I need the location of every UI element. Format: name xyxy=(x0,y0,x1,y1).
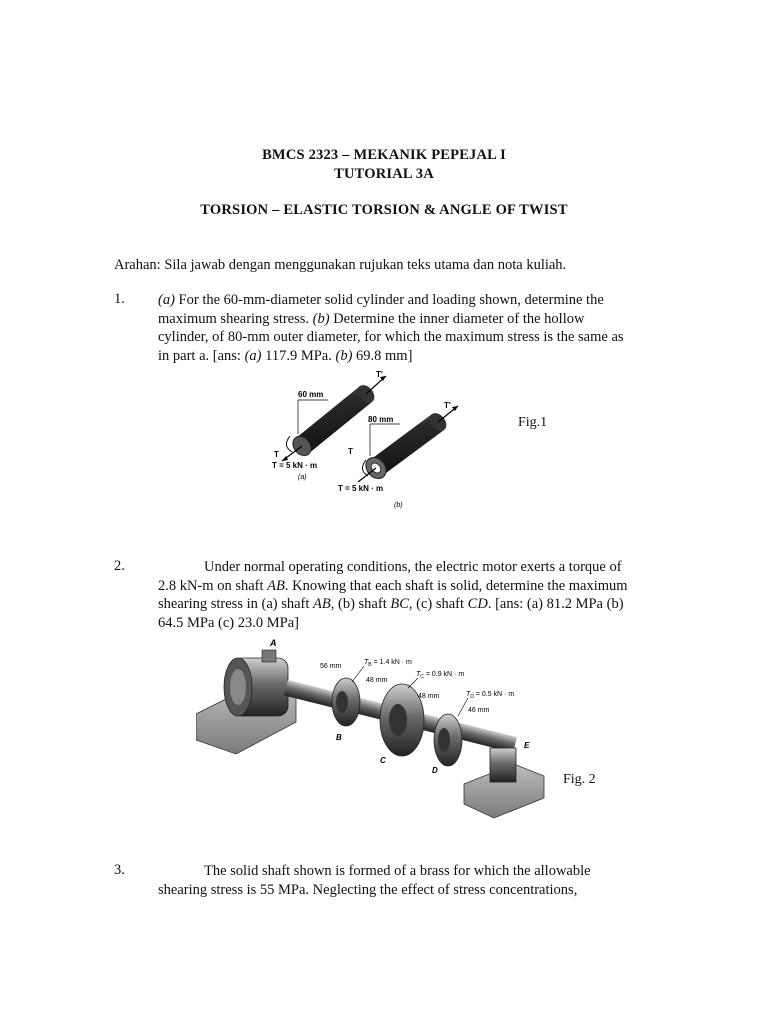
fig2-label-A: A xyxy=(270,638,277,648)
fig2-torque-TB: $T_B = 1.4$ kN · m xyxy=(364,659,412,668)
figure-1-cylinders xyxy=(268,366,468,514)
fig2-dim-48a: 48 mm xyxy=(366,677,388,684)
fig1-dim-80: 80 mm xyxy=(368,415,394,424)
fig2-label-D: D xyxy=(432,766,438,775)
question-3-number: 3. xyxy=(114,862,125,878)
fig2-dim-48b: 48 mm xyxy=(418,693,440,700)
topic-title: TORSION – ELASTIC TORSION & ANGLE OF TWIST xyxy=(200,202,568,218)
fig1-label-a: (a) xyxy=(298,474,307,481)
tutorial-title: TUTORIAL 3A xyxy=(334,166,434,182)
question-1-text: (a) For the 60-mm-diameter solid cylinder and loading shown, determine the maximum shearing stress. (b) Determine the inner diameter of the hollow cylinder, of 80-mm outer diameter, for which the maximum stress is the same as in part a. [ans: (a) 117.9 MPa. (b) 69.8 mm] xyxy=(158,292,624,364)
figure-1-label: Fig.1 xyxy=(518,415,548,430)
fig2-dim-56: 56 mm xyxy=(320,663,342,670)
question-3-text: The solid shaft shown is formed of a brass for which the allowable shearing stress is 55 MPa. Neglecting the effect of stress concentrations, xyxy=(158,863,591,898)
fig2-label-C: C xyxy=(380,756,386,765)
instruction-text: Arahan: Sila jawab dengan menggunakan rujukan teks utama dan nota kuliah. xyxy=(114,257,567,273)
figure-2-motor-shaft xyxy=(196,636,546,826)
fig2-label-E: E xyxy=(524,741,530,750)
question-2-number: 2. xyxy=(114,558,125,574)
fig2-torque-TD: $T_D = 0.5$ kN · m xyxy=(466,691,515,700)
figure-2-label: Fig. 2 xyxy=(563,772,596,787)
fig1-torque-prime-a: T' xyxy=(376,370,383,379)
q1-part-b-marker: (b) xyxy=(312,310,330,327)
fig1-dim-60: 60 mm xyxy=(298,390,324,399)
fig1-torque-b: T = 5 kN · m xyxy=(338,484,384,493)
fig2-torque-TC: $T_C = 0.9$ kN · m xyxy=(416,671,465,680)
fig2-label-B: B xyxy=(336,733,342,742)
fig1-label-b: (b) xyxy=(394,502,403,509)
fig1-torque-prime-b: T' xyxy=(444,401,451,410)
q1-part-a-marker: (a) xyxy=(158,292,175,308)
fig2-dim-46: 46 mm xyxy=(468,707,490,714)
course-title: BMCS 2323 – MEKANIK PEPEJAL I xyxy=(262,147,506,163)
fig1-torque-a: T = 5 kN · m xyxy=(272,461,318,470)
electric-motor xyxy=(224,650,288,716)
svg-text:T: T xyxy=(274,450,279,459)
question-1-number: 1. xyxy=(114,291,125,307)
question-2-text: Under normal operating conditions, the electric motor exerts a torque of 2.8 kN-m on shaft AB. Knowing that each shaft is solid, determine the maximum shearing stress in (a) shaft AB, (b) shaft BC, (c) shaft CD. [ans: (a) 81.2 MPa (b) 64.5 MPa (c) 23.0 MPa] xyxy=(158,559,628,631)
bearing-E xyxy=(490,748,516,782)
fig1-torque-b-symbol: T xyxy=(348,447,353,456)
